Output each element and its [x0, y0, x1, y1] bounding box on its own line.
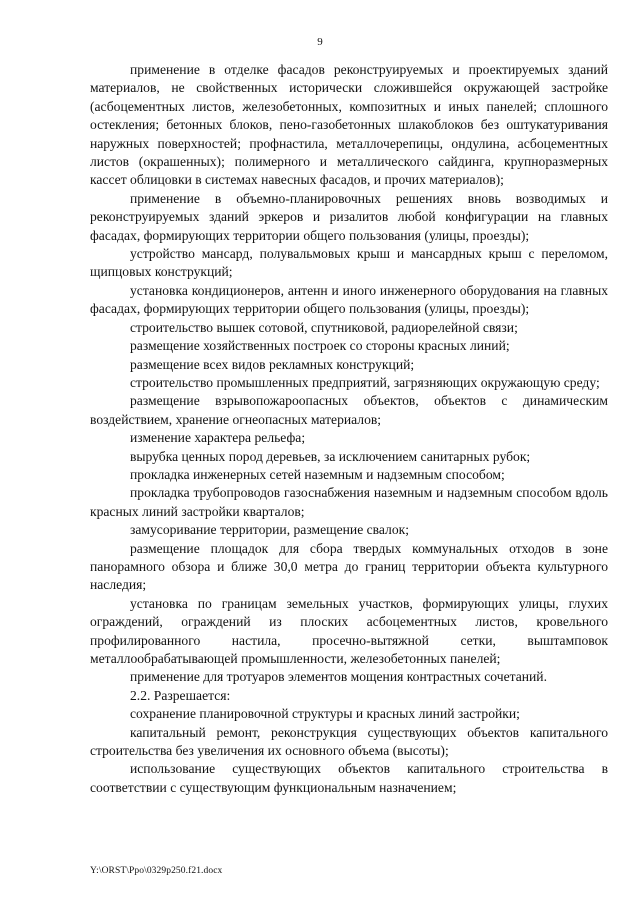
footer-file-path: Y:\ORST\Ppo\0329p250.f21.docx — [90, 866, 223, 876]
paragraph-fences: установка по границам земельных участков, формирующих улицы, глухих ограждений, ограждений из плоских асбоцементных листов, кровельного профилированного настила, просечно-вытяжной сетки, выштамповок металлообрабатывающей промышленности, железобетонных панелей; — [90, 595, 608, 666]
paragraph-bay-windows: применение в объемно-планировочных решениях вновь возводимых и реконструируемых зданий эркеров и ризалитов любой конфигурации на главных фасадах, формирующих территории общего пользования (улицы, проезды); — [90, 190, 608, 243]
document-body — [90, 61, 608, 797]
paragraph-littering: замусоривание территории, размещение свалок; — [130, 522, 410, 538]
paragraph-mansards: устройство мансард, полувальмовых крыш и мансардных крыш с переломом, щипцовых конструкций; — [90, 246, 608, 280]
paragraph-tree-felling: вырубка ценных пород деревьев, за исключением санитарных рубок; — [130, 448, 531, 464]
paragraph-explosive: размещение взрывопожароопасных объектов, объектов с динамическим воздействием, хранение огнеопасных материалов; — [90, 393, 608, 427]
paragraph-planning-preservation: сохранение планировочной структуры и красных линий застройки; — [130, 706, 520, 722]
paragraph-outbuildings: размещение хозяйственных построек со стороны красных линий; — [130, 338, 510, 354]
paragraph-air-conditioners: установка кондиционеров, антенн и иного инженерного оборудования на главных фасадах, формирующих территории общего пользования (улицы, проезды); — [90, 282, 608, 317]
paragraph-advertising: размещение всех видов рекламных конструкций; — [130, 356, 415, 372]
section-heading-allowed: 2.2. Разрешается: — [130, 687, 231, 703]
paragraph-relief: изменение характера рельефа; — [130, 430, 306, 446]
paragraph-paving: применение для тротуаров элементов мощения контрастных сочетаний. — [130, 669, 547, 685]
paragraph-capital-repair: капитальный ремонт, реконструкция существующих объектов капитального строительства без увеличения их основного объема (высоты); — [90, 724, 608, 759]
paragraph-towers: строительство вышек сотовой, спутниковой, радиорелейной связи; — [130, 319, 518, 335]
paragraph-utility-networks: прокладка инженерных сетей наземным и надземным способом; — [130, 466, 505, 482]
paragraph-gas-pipelines: прокладка трубопроводов газоснабжения наземным и надземным способом вдоль красных линий застройки кварталов; — [90, 485, 608, 519]
paragraph-waste-sites: размещение площадок для сбора твердых коммунальных отходов в зоне панорамного обзора и ближе 30,0 метра до границ территории объекта культурного наследия; — [90, 540, 608, 593]
page-number: 9 — [317, 36, 323, 48]
paragraph-industrial: строительство промышленных предприятий, загрязняющих окружающую среду; — [130, 374, 600, 390]
paragraph-facade-materials: применение в отделке фасадов реконструируемых и проектируемых зданий материалов, не свойственных исторически сложившейся окружающей застройке (асбоцементных листов, железобетонных, композитных и иных панелей; сплошного остекления; бетонных блоков, пено-газобетонных шлакоблоков без оштукатуривания наружных поверхностей; профнастила, металлочерепицы, ондулина, асбоцементных листов (окрашенных); полимерного и металлического сайдинга, крупноразмерных кассет облицовки в системах навесных фасадов, и прочих материалов); — [90, 62, 608, 188]
paragraph-existing-use: использование существующих объектов капитального строительства в соответствии с существующим функциональным назначением; — [90, 761, 608, 795]
